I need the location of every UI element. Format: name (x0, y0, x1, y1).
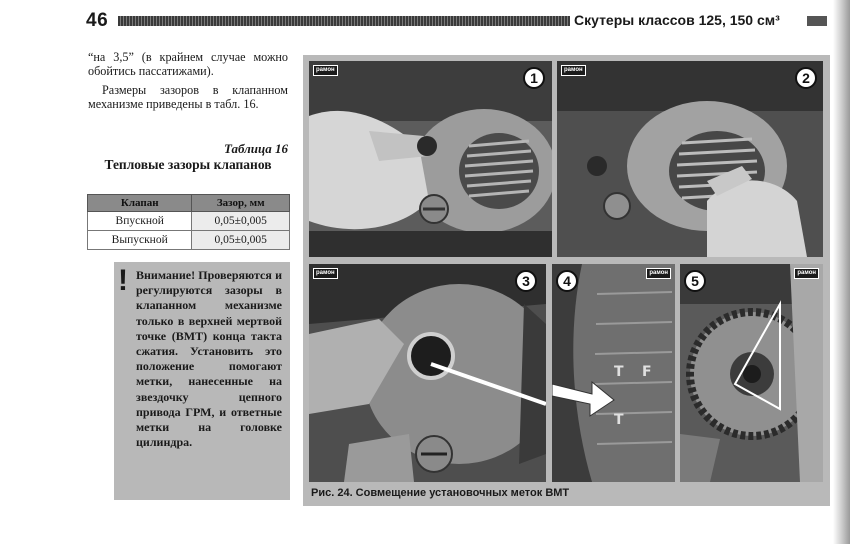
table-row (88, 231, 290, 250)
page-shadow-edge (833, 0, 850, 544)
photo-5 (680, 264, 823, 482)
photo-4-mark-t: T (614, 364, 624, 380)
table-header-row (88, 195, 290, 212)
figure-caption: Рис. 24. Совмещение установочных меток ВМТ (311, 487, 570, 499)
body-paragraph-2: Размеры зазоров в клапанном механизме приведены в табл. 16. (88, 83, 288, 112)
photo-2-label: 2 (795, 67, 817, 89)
photo-1-logo: рамон (313, 65, 338, 76)
table-cell-clearance: 0,05±0,005 (192, 212, 290, 231)
body-paragraph-1: “на 3,5” (в крайнем случае можно обойтись пассатижами). (88, 50, 288, 79)
table-cell-valve: Выпускной (88, 231, 192, 250)
table-title: Тепловые зазоры клапанов (104, 157, 272, 172)
header-rule-end (807, 16, 827, 26)
photo-1-label: 1 (523, 67, 545, 89)
photo-5-label: 5 (684, 270, 706, 292)
section-title: Скутеры классов 125, 150 см³ (574, 12, 780, 28)
photo-4-label: 4 (556, 270, 578, 292)
photo-3-logo: рамон (313, 268, 338, 279)
photo-2-logo: рамон (561, 65, 586, 76)
photo-1 (309, 61, 552, 257)
table-header-clearance: Зазор, мм (192, 195, 290, 212)
photo-3-illustration (309, 264, 546, 482)
photo-5-logo: рамон (794, 268, 819, 279)
photo-4-mark-t2: T (614, 412, 624, 428)
photo-1-illustration (309, 61, 552, 257)
valve-clearance-table (87, 194, 290, 250)
photo-4-logo: рамон (646, 268, 671, 279)
table-cell-clearance: 0,05±0,005 (192, 231, 290, 250)
photo-3 (309, 264, 546, 482)
photo-3-label: 3 (515, 270, 537, 292)
photo-4-mark-f: F (642, 364, 652, 380)
header-rule (118, 16, 570, 26)
photo-4-illustration (552, 264, 675, 482)
warning-exclamation-icon: ! (118, 264, 128, 297)
table-row (88, 212, 290, 231)
page-number: 46 (86, 10, 109, 31)
photo-2-illustration (557, 61, 823, 257)
table-caption: Таблица 16 (223, 141, 288, 156)
table-header-valve: Клапан (88, 195, 192, 212)
table-cell-valve: Впускной (88, 212, 192, 231)
photo-2 (557, 61, 823, 257)
photo-5-illustration (680, 264, 823, 482)
warning-text: Внимание! Проверяются и регулируются зазоры в клапанном механизме только в верхней мертвой точке (ВМТ) конца такта сжатия. Установить это положение помогают метки, нанесенные на звездочку цепного привода ГРМ, и ответные метки на головке цилиндра. (136, 268, 282, 450)
photo-4 (552, 264, 675, 482)
